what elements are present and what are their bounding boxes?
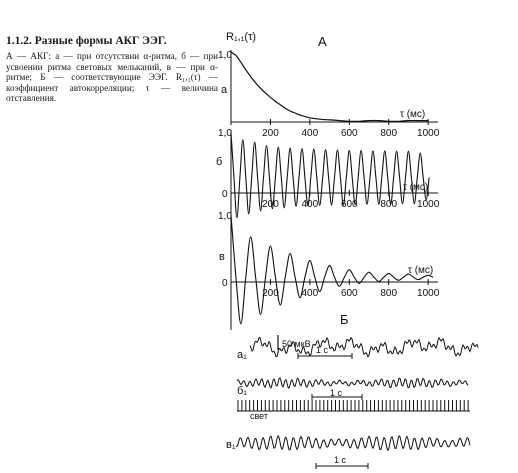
eeg-b1-label: б₁ (237, 385, 248, 397)
panel-v (218, 211, 440, 330)
eeg-v1-label: в₁ (226, 439, 236, 451)
flash-marker-row (237, 400, 470, 411)
x-tick-label: 800 (380, 288, 398, 299)
panel-a-x-label: τ (мс) (400, 109, 426, 120)
panel-b-label: б (216, 156, 223, 168)
panel-a-curve (231, 52, 428, 121)
eeg-a1-label: а₁ (237, 349, 247, 361)
caption-title: 1.1.2. Разные формы АКГ ЭЭГ. (6, 35, 167, 47)
panel-v-label: в (219, 251, 225, 263)
x-tick-label: 400 (301, 128, 319, 139)
time-label-b1: 1 с (330, 388, 343, 398)
x-tick-label: 200 (262, 128, 279, 139)
time-label-v1: 1 с (334, 455, 347, 465)
x-tick-label: 800 (380, 199, 398, 210)
x-tick-label: 600 (340, 128, 358, 139)
panel-b-x-label: τ (мс) (403, 182, 429, 193)
panel-b (216, 128, 440, 222)
panel-a-label: а (221, 84, 228, 96)
scale-label: 50 мкВ (282, 339, 311, 349)
eeg-b1-trace (237, 378, 468, 388)
panel-a-one-label: 1,0 (218, 50, 232, 61)
x-tick-label: 600 (340, 288, 358, 299)
panel-b-zero-label: 0 (222, 189, 228, 200)
section-b-label: Б (340, 312, 349, 327)
x-tick-label: 200 (262, 288, 279, 299)
panel-b-one-label: 1,0 (218, 128, 232, 139)
panel-a (218, 50, 440, 139)
x-tick-label: 1000 (417, 128, 440, 139)
panel-v-curve (231, 215, 433, 324)
x-tick-label: 400 (301, 199, 319, 210)
section-a-label: А (318, 34, 327, 49)
x-tick-label: 1000 (417, 199, 440, 210)
panel-v-one-label: 1,0 (218, 211, 232, 222)
caption-text: А — АКГ: а — при отсутствии α-ритма, б — при усвоении ритма световых мельканий, в — при α-ритме; Б — соответствующие ЭЭГ. R₁,₁(τ) — коэффициент автокорреляции; τ — величина отставления. (6, 51, 218, 104)
x-tick-label: 600 (340, 199, 358, 210)
time-label-a1: 1 с (316, 345, 329, 355)
y-axis-label: R₁,₁(τ) (226, 31, 257, 43)
panel-v-x-label: τ (мс) (408, 265, 434, 276)
x-tick-label: 200 (262, 199, 279, 210)
x-tick-label: 400 (301, 288, 319, 299)
x-tick-label: 800 (380, 128, 398, 139)
light-label: свет (250, 411, 269, 421)
panel-b-curve (231, 133, 429, 218)
eeg-v1-trace (236, 436, 470, 451)
panel-v-zero-label: 0 (222, 278, 228, 289)
x-tick-label: 1000 (417, 288, 440, 299)
